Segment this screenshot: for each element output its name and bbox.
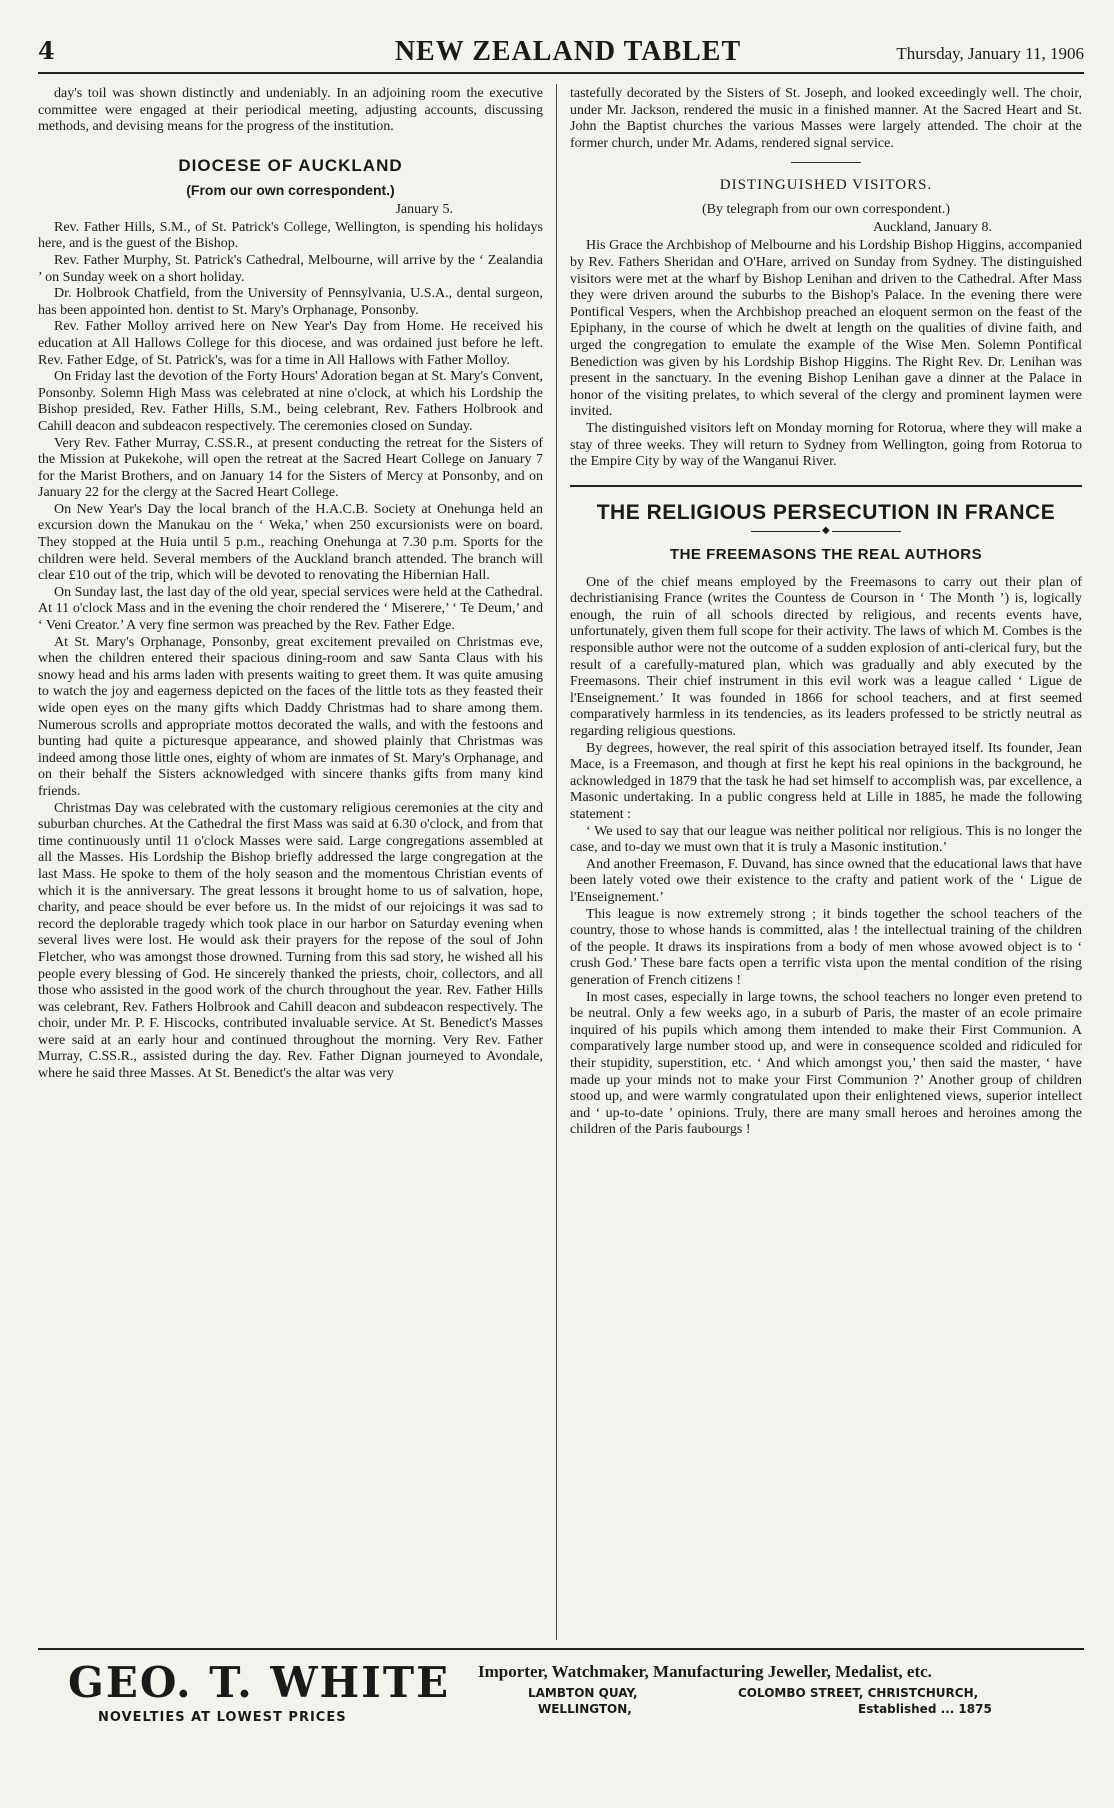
paragraph: At St. Mary's Orphanage, Ponsonby, great excitement prevailed on Christmas eve, when the children entered their spacious dining-room and saw Santa Claus with his snowy head and his arms laden with presents waiting to greet them. It was quite amusing to watch the joy and eagerness depicted on the faces of the little tots as they feasted their wide open eyes on the many gifts which Daddy Christmas had to share among them. Numerous scrolls and appropriate mottos decorated the walls, and with the festoons and bunting had quite a picturesque appearance, and showed plainly that Christmas was indeed among those little ones, eighty of whom are inmates of St. Mary's Orphanage, and on their behalf the Sisters acknowledged with sincere thanks gifts from many kind friends. xyxy=(38,634,543,799)
column-divider xyxy=(556,84,557,1640)
paragraph: Dr. Holbrook Chatfield, from the University of Pennsylvania, U.S.A., dental surgeon, has been appointed hon. dentist to St. Mary's Orphanage, Ponsonby. xyxy=(38,286,543,318)
footer-rule xyxy=(38,1648,1084,1650)
paragraph: The distinguished visitors left on Monday morning for Rotorua, where they will make a stay of three weeks. They will return to Sydney from Wellington, going from Rotorua to the Empire City by way of the Wanganui River. xyxy=(570,420,1082,470)
page-number: 4 xyxy=(38,36,55,65)
paragraph: Rev. Father Murphy, St. Patrick's Cathedral, Melbourne, will arrive by the ‘ Zealandia ’ on Sunday week on a short holiday. xyxy=(38,252,543,285)
paragraph: Very Rev. Father Murray, C.SS.R., at present conducting the retreat for the Sisters of the Mission at Pukekohe, will open the retreat at the Sacred Heart College on January 7 for the Marist Brothers, and on January 14 for the Sisters of Mercy at Ponsonby, and on January 22 for the clergy at the Sacred Heart College. xyxy=(38,435,543,501)
paragraph: Rev. Father Hills, S.M., of St. Patrick's College, Wellington, is spending his holidays here, and is the guest of the Bishop. xyxy=(38,219,543,252)
continuation-paragraph: tastefully decorated by the Sisters of St. Joseph, and looked exceedingly well. The choir, under Mr. Jackson, rendered the music in a finished manner. At the Sacred Heart and St. John the Baptist churches the various Masses were largely attended. The choir at the former church, under Mr. Adams, rendered signal service. xyxy=(570,86,1082,151)
paragraph: In most cases, especially in large towns, the school teachers no longer even pretend to be neutral. Only a few weeks ago, in a suburb of Paris, the master of an ecole primaire inquired of his pupils which among them intended to make their First Communion. A comparatively large number stood up, and were in consequence scolded and ridiculed for their stupidity, superstition, etc. ‘ And which amongst you,’ then said the master, ‘ have made up your minds not to make your First Communion ?’ Another group of children stood up, and were warmly congratulated upon their enlightened views, superior intellect and ‘ up-to-date ’ opinions. Truly, there are many small heroes and heroines among the children of the Paris faubourgs ! xyxy=(570,989,1082,1138)
right-column xyxy=(570,86,1082,1638)
intro-paragraph: day's toil was shown distinctly and undeniably. In an adjoining room the executive committee were engaged at their periodical meeting, adjusting accounts, discussing methods, and devising means for the progress of the institution. xyxy=(38,86,543,135)
publication-title: NEW ZEALAND TABLET xyxy=(394,36,742,67)
advertiser-name: GEO. T. WHITE xyxy=(68,1658,451,1707)
correspondent-line: (From our own correspondent.) xyxy=(186,181,395,198)
section-title-diocese: DIOCESE OF AUCKLAND xyxy=(178,155,403,175)
section-title-visitors: DISTINGUISHED VISITORS. xyxy=(719,177,933,194)
paragraph: Rev. Father Molloy arrived here on New Year's Day from Home. He received his education at All Hallows College for this diocese, and was ordained just before he left. Rev. Father Edge, of St. Patrick's, was for a time in All Hallows with Father Molloy. xyxy=(38,319,543,368)
issue-date: Thursday, January 11, 1906 xyxy=(896,44,1084,63)
masthead xyxy=(38,8,1084,70)
header-rule xyxy=(38,72,1084,74)
section-rule xyxy=(570,485,1082,487)
quote-paragraph: ‘ We used to say that our league was neither political nor religious. This is no longer the case, and to-day we must own that it is truly a Masonic institution.’ xyxy=(570,823,1082,856)
established-year: Established ... 1875 xyxy=(858,1702,992,1716)
paragraph: On Sunday last, the last day of the old year, special services were held at the Cathedral. At 11 o'clock Mass and in the evening the choir rendered the ‘ Miserere,’ ‘ Te Deum,’ and ‘ Veni Creator.’ A very fine sermon was preached by the Rev. Father Edge. xyxy=(38,584,543,634)
paragraph: By degrees, however, the real spirit of this association betrayed itself. Its founder, Jean Mace, is a Freemason, and though at first he kept his real opinions in the background, he acknowledged in 1879 that the task he had set himself to accomplish was, par excellence, a Masonic undertaking. In a public congress held at Lille in 1885, he made the following statement : xyxy=(570,740,1082,822)
advertiser-trades: Importer, Watchmaker, Manufacturing Jeweller, Medalist, etc. xyxy=(478,1662,932,1681)
advertisement xyxy=(38,1658,1084,1748)
short-rule xyxy=(791,162,861,163)
paragraph: And another Freemason, F. Duvand, has since owned that the educational laws that have been lately voted owe their existence to the crafty and patient work of the ‘ Ligue de l'Enseignement.’ xyxy=(570,856,1082,905)
telegraph-line: (By telegraph from our own correspondent.) xyxy=(701,202,951,218)
paragraph: On Friday last the devotion of the Forty Hours' Adoration began at St. Mary's Convent, Ponsonby. Solemn High Mass was celebrated at nine o'clock, at which his Lordship the Bishop presided, Rev. Father Hills, S.M., being celebrant, Rev. Fathers Holbrook and Cahill deacon and subdeacon respectively. The ceremonies closed on Sunday. xyxy=(38,369,543,434)
dateline: January 5. xyxy=(395,201,453,217)
article-title-persecution: THE RELIGIOUS PERSECUTION IN FRANCE xyxy=(596,500,1056,524)
advertiser-tagline: NOVELTIES AT LOWEST PRICES xyxy=(98,1710,347,1725)
city-wellington: WELLINGTON, xyxy=(538,1702,632,1716)
paragraph: One of the chief means employed by the Freemasons to carry out their plan of dechristianising France (writes the Countess de Courson in ‘ The Month ’) is, logically enough, the ruin of all schools directed by religious, and recents events have, unfortunately, given them full scope for their activity. The laws of which M. Combes is the responsible author were not the outcome of a sudden explosion of anti-clerical fury, but the result of a carefully-matured plan, which was gradually and ably executed by the Freemasons. Their chief instrument in this evil work was a league called ‘ Ligue de l'Enseignement.’ It was founded in 1866 for school teachers, and at first seemed comparatively harmless in its tendencies, as its leaders professed to be strictly neutral as regarding religious questions. xyxy=(570,574,1082,740)
diamond-icon: ◆ xyxy=(822,524,830,536)
ornament-divider xyxy=(751,524,901,536)
paragraph: On New Year's Day the local branch of the H.A.C.B. Society at Onehunga held an excursion down the Manukau on the ‘ Weka,’ when 250 excursionists were on board. They stopped at the Huia until 5 p.m., reaching Onehunga at 7.30 p.m. Sports for the children were held. Several members of the Auckland branch attended. The branch will clear £10 out of the trip, which will be devoted to renovating the Hibernian Hall. xyxy=(38,501,543,584)
left-column xyxy=(38,86,543,1638)
newspaper-page xyxy=(38,8,1084,1800)
address-wellington: LAMBTON QUAY, xyxy=(528,1686,638,1700)
paragraph: Christmas Day was celebrated with the customary religious ceremonies at the city and suburban churches. At the Cathedral the first Mass was said at 6.30 o'clock, and from that time continuously until 11 o'clock Masses were said. Large congregations assembled at all the Masses. His Lordship the Bishop briefly addressed the large congregation at the last Mass. He spoke to them of the holy season and the momentous Christian events of which it is the anniversary. The great lessons it brought home to us of salvation, hope, charity, and peace should be ever before us. In the midst of our rejoicings it was sad to record the deplorable tragedy which took place in our harbor on Saturday evening when several lives were lost. He would ask their prayers for the repose of the soul of John Fletcher, who was amongst those drowned. Turning from this sad story, he wished all his people every blessing of God. He sincerely thanked the priests, choir, collectors, and all those who assisted in the good work of the church throughout the year. Rev. Father Hills was celebrant, Rev. Fathers Holbrook and Cahill deacon and subdeacon respectively. The choir, under Mr. P. F. Hiscocks, contributed invaluable service. At St. Benedict's Masses were said at an early hour and continued throughout the morning. Very Rev. Father Murray, C.SS.R., assisted during the day. Rev. Father Dignan journeyed to Avondale, where he said three Masses. At St. Benedict's the altar was very xyxy=(38,800,543,1082)
paragraph: His Grace the Archbishop of Melbourne and his Lordship Bishop Higgins, accompanied by Rev. Fathers Sheridan and O'Hare, arrived on Sunday from Sydney. The distinguished visitors were met at the wharf by Bishop Lenihan and driven to the Cathedral. After Mass they were driven around the suburbs to the Bishop's Palace. In the evening there were Pontifical Vespers, when the Archbishop preached an eloquent sermon on the feast of the Epiphany, in the course of which he dwelt at length on the qualities of divine faith, and urged the congregation to emulate the example of the Wise Men. Solemn Pontifical Benediction was given by his Lordship Bishop Higgins. The Right Rev. Dr. Lenihan was present in the sanctuary. In the evening Bishop Lenihan gave a dinner at the Palace in honor of the visiting prelates, to which several of the clergy and prominent laymen were invited. xyxy=(570,238,1082,420)
article-subtitle: THE FREEMASONS THE REAL AUTHORS xyxy=(669,545,983,563)
address-christchurch: COLOMBO STREET, CHRISTCHURCH, xyxy=(738,1686,979,1700)
visitors-dateline: Auckland, January 8. xyxy=(873,220,992,236)
paragraph: This league is now extremely strong ; it binds together the school teachers of the country, those to whose hands is committed, alas ! the intellectual training of the children of the people. It draws its inspirations from a body of men whose avowed object is to ‘ crush God.’ These bare facts open a terrific vista upon the mental condition of the rising generation of French citizens ! xyxy=(570,906,1082,988)
